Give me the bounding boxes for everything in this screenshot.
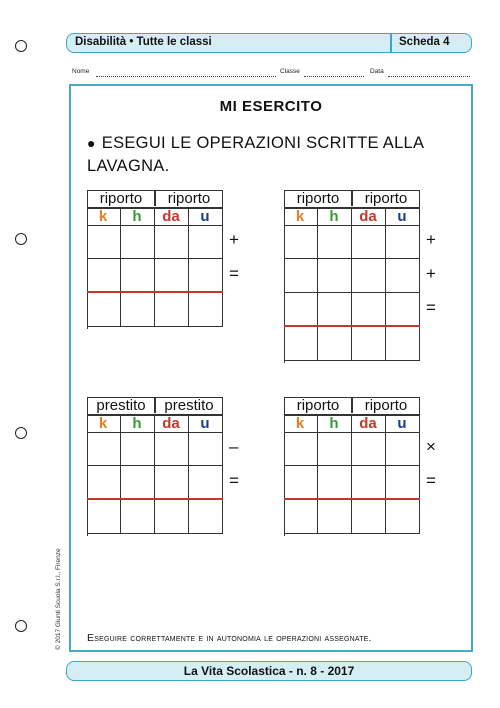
place-value-k: k — [87, 416, 121, 433]
digit-cell[interactable] — [386, 293, 420, 327]
place-value-k: k — [284, 209, 318, 226]
place-value-da: da — [155, 209, 189, 226]
digit-cell[interactable] — [121, 293, 155, 327]
operator-sign: = — [229, 471, 239, 490]
footer-text: La Vita Scolastica - n. 8 - 2017 — [183, 664, 355, 678]
digit-cell[interactable] — [352, 432, 386, 466]
footer-bar — [66, 661, 472, 681]
field-classe-label: Classe — [280, 68, 300, 75]
digit-cell[interactable] — [386, 500, 420, 534]
worksheet-title: MI ESERCITO — [219, 98, 323, 115]
digit-cell[interactable] — [352, 327, 386, 361]
field-classe-line[interactable] — [304, 76, 364, 77]
grid-header-row — [87, 190, 223, 208]
place-value-k: k — [284, 416, 318, 433]
instruction-text: ESEGUI LE OPERAZIONI SCRITTE ALLA LAVAGNA. — [87, 134, 424, 175]
operator-sign: × — [426, 437, 436, 456]
place-value-da: da — [352, 209, 386, 226]
digit-cell[interactable] — [189, 293, 223, 327]
place-value-u: u — [386, 416, 420, 433]
grid-cells — [284, 208, 420, 363]
binder-hole-4 — [15, 620, 27, 632]
grid-header-row — [284, 397, 420, 415]
place-value-u: u — [386, 209, 420, 226]
digit-cell[interactable] — [318, 327, 352, 361]
place-value-h: h — [121, 209, 155, 226]
digit-cell[interactable] — [386, 466, 420, 500]
grid-header-row — [87, 397, 223, 415]
grid-header-label: prestito — [164, 397, 214, 414]
digit-cell[interactable] — [155, 225, 189, 259]
digit-cell[interactable] — [121, 466, 155, 500]
digit-cell[interactable] — [386, 432, 420, 466]
digit-cell[interactable] — [189, 432, 223, 466]
header-category: Disabilità • Tutte le classi — [75, 36, 212, 48]
field-data-line[interactable] — [388, 76, 470, 77]
digit-cell[interactable] — [318, 259, 352, 293]
grid-header-label: prestito — [96, 397, 146, 414]
digit-cell[interactable] — [189, 259, 223, 293]
digit-cell[interactable] — [189, 225, 223, 259]
field-nome-label: Nome — [72, 68, 90, 75]
header-divider — [390, 34, 392, 52]
digit-cell[interactable] — [121, 500, 155, 534]
header-sheet-number: Scheda 4 — [399, 36, 450, 48]
digit-cell[interactable] — [284, 500, 318, 534]
instruction — [87, 132, 457, 178]
digit-cell[interactable] — [352, 500, 386, 534]
digit-cell[interactable] — [386, 327, 420, 361]
digit-cell[interactable] — [352, 225, 386, 259]
digit-cell[interactable] — [121, 225, 155, 259]
digit-cell[interactable] — [121, 259, 155, 293]
grid-header-label: riporto — [167, 190, 211, 207]
copyright: © 2017 Giunti Scuola S.r.l., Firenze — [55, 548, 62, 650]
footnote: Eseguire correttamente e in autonomia le operazioni assegnate. — [87, 632, 372, 644]
digit-cell[interactable] — [284, 225, 318, 259]
digit-cell[interactable] — [318, 500, 352, 534]
digit-cell[interactable] — [155, 432, 189, 466]
result-line — [87, 498, 223, 500]
place-value-da: da — [155, 416, 189, 433]
digit-cell[interactable] — [318, 432, 352, 466]
place-value-h: h — [318, 209, 352, 226]
field-data-label: Data — [370, 68, 384, 75]
digit-cell[interactable] — [386, 259, 420, 293]
digit-cell[interactable] — [87, 225, 121, 259]
grid-header-label: riporto — [364, 397, 408, 414]
digit-cell[interactable] — [284, 432, 318, 466]
grid-header-row — [284, 190, 420, 208]
grid-header-label: riporto — [296, 397, 340, 414]
operator-sign: + — [426, 230, 436, 249]
digit-cell[interactable] — [87, 500, 121, 534]
result-line — [284, 325, 420, 327]
operator-sign: + — [426, 264, 436, 283]
worksheet-frame — [69, 84, 473, 652]
place-value-h: h — [318, 416, 352, 433]
digit-cell[interactable] — [121, 432, 155, 466]
digit-cell[interactable] — [352, 259, 386, 293]
operator-sign: = — [426, 471, 436, 490]
binder-hole-1 — [15, 40, 27, 52]
digit-cell[interactable] — [189, 466, 223, 500]
grid-header-label: riporto — [99, 190, 143, 207]
grid-cells — [284, 415, 420, 536]
digit-cell[interactable] — [155, 259, 189, 293]
digit-cell[interactable] — [189, 500, 223, 534]
binder-hole-3 — [15, 427, 27, 439]
field-nome-line[interactable] — [96, 76, 276, 77]
digit-cell[interactable] — [155, 466, 189, 500]
digit-cell[interactable] — [155, 293, 189, 327]
operator-sign: – — [229, 437, 239, 456]
digit-cell[interactable] — [284, 327, 318, 361]
digit-cell[interactable] — [318, 466, 352, 500]
digit-cell[interactable] — [87, 293, 121, 327]
operator-sign: + — [229, 230, 239, 249]
operator-sign: = — [426, 298, 436, 317]
result-line — [87, 291, 223, 293]
digit-cell[interactable] — [155, 500, 189, 534]
digit-cell[interactable] — [87, 259, 121, 293]
grid-cells — [87, 208, 223, 329]
header-bar — [66, 33, 472, 53]
digit-cell[interactable] — [284, 466, 318, 500]
digit-cell[interactable] — [284, 259, 318, 293]
binder-hole-2 — [15, 233, 27, 245]
place-value-h: h — [121, 416, 155, 433]
grid-header-label: riporto — [364, 190, 408, 207]
bullet-icon: ● — [87, 135, 96, 151]
digit-cell[interactable] — [87, 432, 121, 466]
place-value-da: da — [352, 416, 386, 433]
digit-cell[interactable] — [318, 293, 352, 327]
operator-sign: = — [229, 264, 239, 283]
place-value-k: k — [87, 209, 121, 226]
digit-cell[interactable] — [352, 293, 386, 327]
grid-header-label: riporto — [296, 190, 340, 207]
place-value-u: u — [189, 209, 223, 226]
result-line — [284, 498, 420, 500]
place-value-u: u — [189, 416, 223, 433]
digit-cell[interactable] — [87, 466, 121, 500]
digit-cell[interactable] — [318, 225, 352, 259]
digit-cell[interactable] — [352, 466, 386, 500]
digit-cell[interactable] — [386, 225, 420, 259]
grid-cells — [87, 415, 223, 536]
digit-cell[interactable] — [284, 293, 318, 327]
